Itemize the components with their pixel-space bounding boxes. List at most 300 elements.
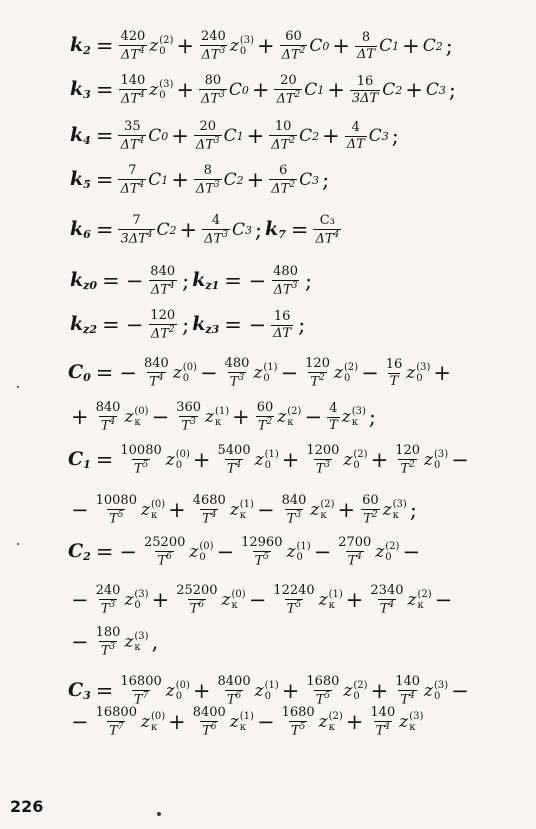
fraction: [368, 584, 405, 616]
equation-line: [70, 68, 459, 112]
operator: −: [125, 312, 144, 337]
numerator: 840: [281, 493, 307, 509]
numerator: C₃: [319, 213, 335, 229]
operator: ;: [304, 268, 313, 293]
subscript: 1: [317, 83, 325, 97]
subscript: 0: [385, 552, 392, 563]
denominator-power: 4: [333, 229, 340, 240]
denominator-power: 3: [219, 45, 226, 56]
denominator: $T^3$: [181, 416, 196, 434]
operator: −: [361, 360, 379, 385]
lhs-subscript: 7: [278, 228, 286, 241]
script-stack: [159, 79, 173, 101]
variable: C 1: [223, 125, 244, 146]
denominator-power: 4: [139, 89, 145, 100]
denominator-power: 4: [138, 135, 145, 146]
fraction: [368, 706, 397, 738]
equation-line: [68, 351, 454, 395]
variable: C 2: [156, 219, 177, 240]
numerator: 840: [95, 400, 121, 416]
numerator: 140: [120, 73, 146, 89]
denominator-power: 6: [210, 721, 217, 732]
variable: z (3) к: [399, 711, 424, 733]
fraction: [255, 401, 276, 433]
operator: +: [192, 678, 211, 703]
denominator: T: [389, 373, 399, 389]
equation-line: [70, 24, 456, 68]
superscript: (1): [264, 449, 279, 460]
equals-sign: =: [95, 217, 114, 242]
subscript: 2: [395, 83, 403, 97]
variable: z (1) 0: [253, 362, 278, 384]
fraction: [271, 584, 316, 616]
subscript: 3: [381, 129, 389, 143]
denominator-power: 2: [371, 509, 378, 520]
subscript: 1: [392, 39, 400, 53]
operator: +: [251, 77, 270, 102]
script-stack: [134, 589, 148, 611]
equation-line: [70, 303, 308, 347]
equation-row: [0, 351, 536, 395]
numerator: 7: [128, 163, 137, 179]
operator: −: [304, 404, 323, 429]
equation-line: [68, 578, 455, 622]
subscript: 0: [296, 552, 303, 563]
operator: +: [281, 447, 300, 472]
denominator-power: 4: [146, 229, 153, 240]
operator: −: [451, 447, 469, 472]
variable: z (3) 0: [229, 35, 254, 57]
operator: ;: [298, 312, 306, 337]
script-stack: [183, 362, 197, 384]
superscript: (1): [239, 711, 254, 722]
subscript: 1: [161, 173, 169, 187]
variable: z (3) 0: [406, 362, 431, 384]
numerator: 5400: [217, 443, 251, 459]
subscript: к: [150, 510, 158, 521]
equation-lhs: $C_2$: [68, 540, 91, 563]
variable: z (1) 0: [286, 541, 311, 563]
denominator: $\Delta T^2$: [276, 89, 301, 107]
variable: z (3) 0: [124, 589, 149, 611]
denominator: $T^2$: [400, 459, 415, 477]
variable: z (2) 0: [343, 680, 368, 702]
operator: −: [71, 497, 89, 522]
lhs-subscript: 5: [83, 178, 91, 191]
numerator: 60: [285, 29, 302, 45]
denominator-power: 2: [289, 179, 296, 190]
variable: z (0) к: [140, 711, 166, 733]
subscript: к: [392, 510, 399, 521]
fraction: [345, 121, 367, 151]
subscript: 0: [343, 373, 351, 384]
script-stack: [353, 680, 367, 702]
equation-row: [0, 620, 536, 664]
lhs-subscript: z1: [205, 279, 220, 292]
denominator-power: 2: [319, 372, 325, 383]
equation-lhs: $k_{z2}$: [70, 313, 98, 336]
fraction: [280, 706, 317, 738]
equals-sign: =: [95, 33, 114, 58]
operator: +: [402, 33, 420, 58]
fraction: [174, 401, 203, 433]
variable: z (2) 0: [149, 35, 174, 57]
numerator: 2340: [370, 583, 404, 599]
subscript: к: [134, 417, 141, 428]
variable: z (2) к: [277, 406, 302, 428]
fraction: [94, 706, 139, 738]
script-stack: [296, 541, 310, 563]
variable: z (1) к: [229, 499, 254, 521]
subscript: 3: [244, 223, 252, 237]
denominator: $T^2$: [257, 416, 273, 434]
subscript: 0: [433, 691, 441, 702]
equation-lhs: $k_7$: [265, 218, 286, 241]
variable: C 3: [425, 79, 446, 100]
operator: −: [451, 678, 469, 703]
fraction: [304, 444, 341, 476]
script-stack: [151, 499, 165, 521]
superscript: (3): [134, 589, 149, 600]
numerator: 7: [132, 213, 141, 229]
fraction: [280, 494, 309, 526]
numerator: 8400: [217, 674, 251, 690]
equals-sign: =: [102, 268, 120, 293]
equation-row: [0, 438, 536, 482]
numerator: 8400: [192, 705, 226, 721]
denominator-power: 7: [117, 721, 124, 732]
subscript: к: [239, 722, 247, 733]
numerator: 240: [95, 583, 121, 599]
denominator: $\Delta T^3$: [273, 280, 298, 298]
denominator: $T^3$: [315, 459, 331, 477]
numerator: 360: [176, 400, 202, 416]
operator: +: [337, 497, 356, 522]
subscript: 0: [433, 460, 441, 471]
fraction: [327, 402, 340, 432]
denominator: ΔT: [273, 325, 292, 341]
denominator-power: 3: [213, 135, 220, 146]
operator: ;: [409, 497, 417, 522]
operator: = −: [224, 268, 267, 293]
equation-lhs: $k_6$: [70, 218, 91, 241]
superscript: (1): [328, 589, 343, 600]
denominator: $T^4$: [379, 599, 395, 617]
subscript: 2: [236, 173, 244, 187]
denominator-power: 2: [266, 416, 273, 427]
script-stack: [329, 589, 343, 611]
subscript: к: [351, 417, 358, 428]
equation-lhs: $k_2$: [70, 34, 91, 57]
fraction: [118, 120, 146, 152]
operator: −: [71, 629, 89, 654]
denominator: $T^5$: [315, 690, 331, 708]
numerator: 120: [305, 356, 330, 372]
denominator: $T^3$: [229, 372, 245, 390]
denominator-power: 5: [299, 721, 306, 732]
denominator: $T^6$: [202, 721, 217, 739]
operator: −: [402, 539, 421, 564]
script-stack: [352, 406, 366, 428]
variable: C 3: [231, 219, 252, 240]
operator: +: [168, 709, 186, 734]
numerator: 25200: [144, 535, 186, 551]
variable: C 2: [382, 79, 403, 100]
subscript: 0: [263, 373, 270, 384]
denominator: $T^6$: [189, 599, 205, 617]
operator: +: [192, 447, 211, 472]
equals-sign: =: [95, 539, 114, 564]
denominator: $T^4$: [149, 372, 164, 390]
equation-lhs: $k_{z1}$: [192, 269, 220, 292]
subscript: к: [328, 722, 335, 733]
denominator: $\Delta T^2$: [150, 324, 175, 342]
equation-lhs: $k_{z0}$: [70, 269, 98, 292]
script-stack: [215, 406, 229, 428]
variable: z (0) 0: [189, 541, 214, 563]
fraction: [355, 31, 377, 61]
subscript: к: [134, 642, 141, 653]
subscript: 2: [312, 129, 320, 143]
superscript: (3): [433, 449, 449, 460]
numerator: 840: [144, 356, 169, 372]
denominator-power: 4: [235, 459, 242, 470]
equals-sign: =: [95, 123, 114, 148]
fraction: [269, 120, 297, 152]
superscript: (3): [134, 631, 149, 642]
script-stack: [265, 449, 279, 471]
denominator: $T^5$: [286, 599, 302, 617]
denominator-power: 3: [238, 372, 245, 383]
equation-line: [70, 208, 343, 252]
denominator-power: 5: [117, 509, 124, 520]
lhs-subscript: 3: [83, 88, 91, 101]
denominator-power: 6: [166, 551, 172, 562]
fraction: [194, 164, 222, 196]
denominator-power: 5: [142, 459, 149, 470]
superscript: (1): [264, 680, 279, 691]
operator: +: [370, 678, 389, 703]
script-stack: [240, 35, 254, 57]
denominator-power: 5: [324, 690, 331, 701]
script-stack: [409, 711, 423, 733]
denominator: $T^4$: [226, 459, 242, 477]
equals-sign: =: [102, 312, 120, 337]
fraction: [118, 74, 147, 106]
equation-row: [0, 578, 536, 622]
numerator: 4: [351, 119, 360, 135]
equation-line: [68, 700, 423, 744]
superscript: (2): [159, 35, 174, 46]
denominator-power: 4: [210, 509, 217, 520]
denominator-power: 7: [142, 690, 149, 701]
equation-row: [0, 488, 536, 532]
script-stack: [434, 680, 448, 702]
subscript: к: [150, 722, 158, 733]
fraction: [94, 494, 139, 526]
equation-line: [70, 158, 332, 202]
numerator: 420: [120, 29, 146, 45]
subscript: 0: [264, 691, 271, 702]
denominator: $\Delta T^2$: [281, 45, 306, 63]
numerator: 10: [274, 119, 292, 135]
fraction: [360, 494, 381, 526]
script-stack: [417, 589, 431, 611]
script-stack: [393, 499, 407, 521]
denominator-power: 4: [168, 280, 175, 291]
fraction: [269, 164, 297, 196]
subscript: 2: [169, 223, 177, 237]
fraction: [384, 358, 405, 388]
fraction: [142, 536, 187, 568]
script-stack: [176, 680, 190, 702]
subscript: 0: [175, 691, 183, 702]
operator: −: [119, 360, 137, 385]
operator: −: [280, 360, 299, 385]
equation-row: [0, 158, 536, 202]
subscript: 1: [236, 129, 244, 143]
numerator: 1680: [281, 705, 315, 721]
print-speck: [17, 543, 19, 545]
superscript: (2): [343, 362, 359, 373]
numerator: 12960: [241, 535, 283, 551]
print-speck: [157, 812, 161, 816]
denominator: ΔT: [357, 46, 376, 62]
variable: z (2) 0: [343, 449, 368, 471]
script-stack: [240, 711, 254, 733]
script-stack: [240, 499, 254, 521]
operator: +: [332, 33, 351, 58]
script-stack: [353, 449, 367, 471]
script-stack: [159, 35, 173, 57]
variable: z (1) к: [318, 589, 343, 611]
numerator: 4: [329, 400, 338, 416]
denominator: $\Delta T^4$: [120, 179, 145, 197]
operator: +: [345, 709, 364, 734]
variable: C 1: [379, 35, 400, 56]
denominator-power: 3: [291, 280, 298, 291]
superscript: (3): [416, 362, 431, 373]
operator: +: [171, 123, 189, 148]
numerator: 140: [395, 674, 421, 690]
operator: ;: [368, 404, 376, 429]
equation-row: [0, 114, 536, 158]
page-number: 226: [10, 797, 44, 816]
operator: =: [290, 217, 309, 242]
denominator: $\Delta T^3$: [201, 45, 226, 63]
script-stack: [134, 406, 148, 428]
operator: = −: [224, 312, 267, 337]
variable: z (1) 0: [254, 680, 279, 702]
superscript: (3): [239, 35, 254, 46]
script-stack: [151, 711, 165, 733]
denominator-power: 4: [356, 551, 362, 562]
denominator: $T^4$: [400, 690, 415, 708]
denominator: $\Delta T^3$: [195, 179, 220, 197]
denominator-power: 2: [289, 135, 296, 146]
variable: z (2) к: [310, 499, 335, 521]
print-speck: [17, 386, 19, 388]
denominator: $\Delta T^4$: [120, 135, 145, 153]
superscript: (0): [199, 541, 214, 552]
fraction: [199, 74, 227, 106]
fraction: [194, 120, 222, 152]
denominator: $T^3$: [100, 599, 116, 617]
numerator: 25200: [176, 583, 218, 599]
numerator: 1680: [306, 674, 340, 690]
denominator: $T^5$: [109, 509, 124, 527]
superscript: (0): [134, 406, 149, 417]
superscript: (0): [150, 499, 166, 510]
equation-row: [0, 208, 536, 252]
lhs-subscript: 0: [83, 371, 91, 384]
denominator: $T^4$: [202, 509, 217, 527]
equation-line: [68, 530, 423, 574]
variable: C 0: [148, 125, 169, 146]
variable: z (3) к: [382, 499, 407, 521]
denominator: $\Delta T^2$: [271, 179, 296, 197]
variable: C 2: [422, 35, 443, 56]
script-stack: [232, 589, 246, 611]
lhs-subscript: 2: [83, 44, 91, 57]
equation-lhs: $C_1$: [68, 448, 91, 471]
numerator: 140: [370, 705, 396, 721]
operator: ;: [322, 167, 330, 192]
fraction: [191, 706, 228, 738]
numerator: 16800: [95, 705, 137, 721]
subscript: к: [231, 600, 238, 611]
subscript: 0: [264, 460, 271, 471]
equation-row: [0, 395, 536, 439]
operator: +: [232, 404, 250, 429]
subscript: 0: [353, 460, 360, 471]
variable: z (0) 0: [172, 362, 197, 384]
operator: +: [281, 678, 300, 703]
variable: C 3: [368, 125, 389, 146]
subscript: 0: [159, 46, 166, 57]
equation-lhs: $C_0$: [68, 361, 91, 384]
superscript: (3): [433, 680, 449, 691]
operator: +: [370, 447, 389, 472]
subscript: к: [239, 510, 247, 521]
numerator: 2700: [338, 535, 372, 551]
subscript: 0: [353, 691, 360, 702]
operator: ;: [254, 217, 263, 242]
lhs-subscript: z3: [205, 323, 220, 336]
denominator: $T^6$: [226, 690, 242, 708]
numerator: 60: [362, 493, 379, 509]
denominator: $T^6$: [157, 551, 172, 569]
denominator-power: 3: [324, 459, 331, 470]
subscript: 0: [175, 460, 183, 471]
equation-line: [68, 438, 472, 482]
operator: −: [434, 587, 453, 612]
superscript: (0): [175, 449, 190, 460]
script-stack: [263, 362, 277, 384]
fraction: [223, 357, 252, 389]
lhs-subscript: 4: [83, 134, 91, 147]
denominator: $\Delta T^3$: [201, 89, 225, 107]
fraction: [199, 30, 228, 62]
numerator: 12240: [273, 583, 315, 599]
denominator: $\Delta T^4$: [120, 89, 145, 107]
operator: ,: [151, 629, 159, 654]
variable: z (2) 0: [375, 541, 400, 563]
operator: +: [433, 360, 452, 385]
operator: +: [345, 587, 364, 612]
denominator: $\Delta T^3$: [204, 229, 228, 247]
superscript: (0): [182, 362, 197, 373]
